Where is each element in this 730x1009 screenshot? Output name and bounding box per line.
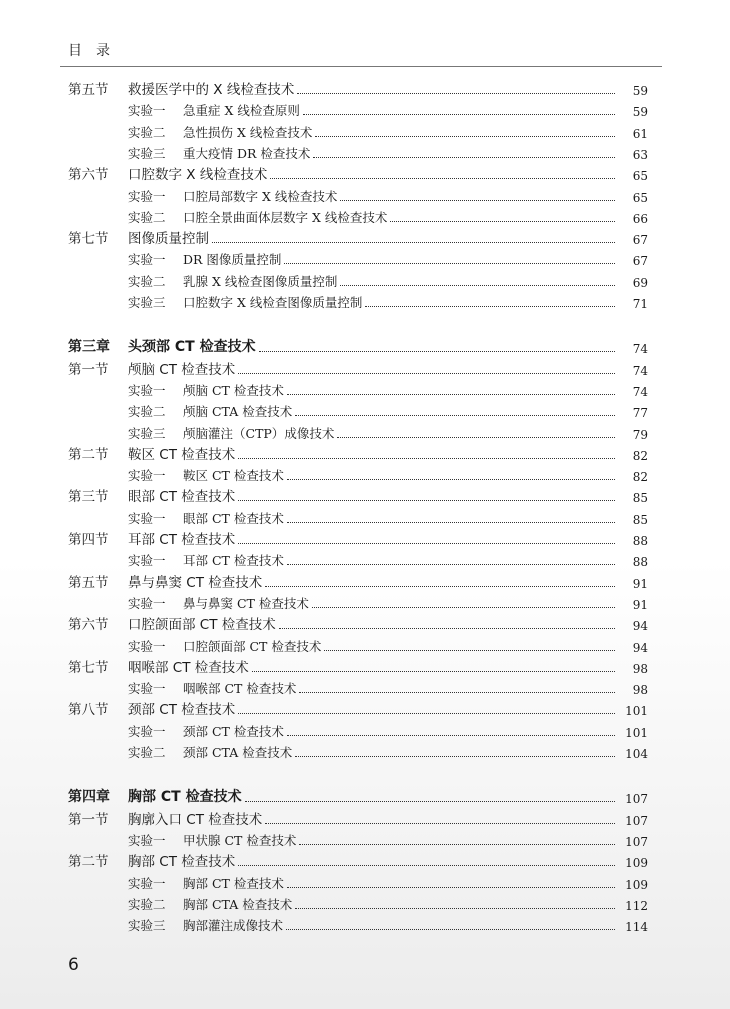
toc-entry-title: 口腔数字 X 线检查图像质量控制 bbox=[183, 295, 363, 310]
toc-entry-title: 眼部 CT 检查技术 bbox=[183, 510, 284, 526]
toc-experiment-row bbox=[0, 592, 730, 612]
dot-leader bbox=[340, 200, 615, 201]
toc-entry-number: 实验一 bbox=[128, 103, 166, 119]
toc-entry-page: 77 bbox=[632, 406, 648, 421]
toc-entry-number: 第五节 bbox=[68, 82, 109, 98]
toc-entry-page: 69 bbox=[632, 275, 648, 290]
dot-leader bbox=[245, 801, 615, 802]
toc-entry-page: 101 bbox=[625, 704, 648, 719]
toc-experiment-row bbox=[0, 549, 730, 569]
toc-entry-title: 胸部 CT 检查技术 bbox=[128, 854, 236, 871]
toc-entry-number: 第二节 bbox=[68, 854, 109, 871]
toc-entry-page: 67 bbox=[632, 254, 648, 269]
toc-entry-number: 实验二 bbox=[128, 404, 166, 420]
toc-entry-page: 114 bbox=[625, 920, 648, 935]
dot-leader bbox=[286, 929, 615, 930]
toc-entry-page: 74 bbox=[632, 342, 648, 357]
toc-entry-page: 85 bbox=[632, 491, 648, 506]
toc-entry-number: 实验二 bbox=[128, 273, 166, 289]
dot-leader bbox=[212, 242, 615, 243]
toc-entry-number: 实验三 bbox=[128, 145, 166, 161]
dot-leader bbox=[340, 285, 615, 286]
toc-entry-title: 咽喉部 CT 检查技术 bbox=[128, 659, 249, 676]
toc-entry-page: 74 bbox=[632, 363, 648, 378]
toc-entry-number: 第四章 bbox=[68, 789, 110, 806]
toc-entry-title: 头颈部 CT 检查技术 bbox=[128, 339, 256, 356]
toc-chapter-row bbox=[0, 786, 730, 806]
toc-entry-title: 胸部 CTA 检查技术 bbox=[183, 896, 293, 912]
toc-entry-title: 救援医学中的 X 线检查技术 bbox=[128, 82, 295, 98]
toc-entry-number: 第一节 bbox=[68, 361, 109, 378]
toc-entry-page: 91 bbox=[632, 597, 648, 612]
dot-leader bbox=[287, 394, 615, 395]
dot-leader bbox=[270, 178, 615, 179]
toc-entry-title: 颅脑 CT 检查技术 bbox=[183, 382, 284, 398]
toc-entry-page: 94 bbox=[632, 619, 648, 634]
toc-experiment-row bbox=[0, 635, 730, 655]
toc-entry-number: 实验三 bbox=[128, 425, 166, 441]
toc-experiment-row bbox=[0, 142, 730, 162]
dot-leader bbox=[265, 586, 615, 587]
dot-leader bbox=[365, 306, 615, 307]
toc-section-row bbox=[0, 808, 730, 828]
dot-leader bbox=[337, 437, 615, 438]
toc-entry-number: 第四节 bbox=[68, 532, 109, 548]
dot-leader bbox=[299, 692, 615, 693]
toc-entry-number: 实验三 bbox=[128, 295, 166, 310]
toc-entry-number: 第七节 bbox=[68, 659, 109, 676]
dot-leader bbox=[324, 650, 615, 651]
toc-entry-page: 82 bbox=[632, 448, 648, 463]
toc-entry-number: 第六节 bbox=[68, 617, 109, 634]
toc-entry-title: 口腔全景曲面体层数字 X 线检查技术 bbox=[183, 209, 388, 225]
toc-section-row bbox=[0, 485, 730, 505]
dot-leader bbox=[295, 415, 615, 416]
dot-leader bbox=[259, 351, 615, 352]
toc-entry-page: 104 bbox=[625, 747, 648, 761]
toc-section-row bbox=[0, 613, 730, 633]
toc-section-row bbox=[0, 163, 730, 183]
toc-entry-title: 眼部 CT 检查技术 bbox=[128, 489, 236, 506]
toc-section-row bbox=[0, 443, 730, 463]
toc-entry-number: 实验二 bbox=[128, 124, 166, 140]
dot-leader bbox=[238, 500, 615, 501]
toc-entry-page: 74 bbox=[632, 384, 648, 399]
toc-entry-number: 第八节 bbox=[68, 702, 109, 719]
toc-entry-title: 颈部 CTA 检查技术 bbox=[183, 745, 293, 760]
toc-experiment-row bbox=[0, 400, 730, 420]
toc-experiment-row bbox=[0, 291, 730, 311]
dot-leader bbox=[284, 263, 615, 264]
toc-entry-page: 109 bbox=[625, 856, 648, 871]
toc-entry-number: 实验一 bbox=[128, 723, 166, 739]
dot-leader bbox=[252, 671, 615, 672]
toc-entry-page: 67 bbox=[632, 233, 648, 248]
toc-entry-page: 109 bbox=[625, 877, 648, 892]
toc-experiment-row bbox=[0, 893, 730, 913]
dot-leader bbox=[238, 373, 615, 374]
header-rule bbox=[60, 66, 662, 67]
toc-experiment-row bbox=[0, 464, 730, 484]
dot-leader bbox=[312, 607, 615, 608]
toc-entry-number: 实验一 bbox=[128, 252, 166, 268]
toc-experiment-row bbox=[0, 829, 730, 849]
dot-leader bbox=[287, 735, 615, 736]
toc-entry-page: 59 bbox=[632, 105, 648, 120]
toc-entry-number: 实验一 bbox=[128, 553, 166, 569]
toc-entry-title: 甲状腺 CT 检查技术 bbox=[183, 832, 297, 848]
dot-leader bbox=[315, 136, 615, 137]
toc-entry-title: 胸部 CT 检查技术 bbox=[128, 789, 242, 806]
dot-leader bbox=[295, 908, 615, 909]
toc-section-row bbox=[0, 78, 730, 98]
toc-entry-page: 107 bbox=[625, 834, 648, 849]
dot-leader bbox=[287, 479, 615, 480]
toc-entry-title: 耳部 CT 检查技术 bbox=[128, 532, 236, 548]
toc-entry-number: 第三章 bbox=[68, 339, 110, 356]
dot-leader bbox=[313, 157, 615, 158]
toc-entry-page: 94 bbox=[632, 640, 648, 655]
toc-entry-number: 实验一 bbox=[128, 510, 166, 526]
toc-experiment-row bbox=[0, 379, 730, 399]
page-number: 6 bbox=[68, 955, 79, 975]
toc-section-row bbox=[0, 571, 730, 591]
toc-section-row bbox=[0, 528, 730, 548]
toc-entry-number: 实验一 bbox=[128, 595, 166, 611]
toc-entry-number: 实验一 bbox=[128, 468, 166, 484]
toc-entry-title: 口腔数字 X 线检查技术 bbox=[128, 167, 268, 184]
toc-entry-title: 颈部 CT 检查技术 bbox=[128, 702, 236, 719]
toc-experiment-row bbox=[0, 720, 730, 740]
toc-entry-title: 鼻与鼻窦 CT 检查技术 bbox=[128, 574, 263, 591]
toc-entry-number: 第二节 bbox=[68, 446, 109, 463]
toc-section-row bbox=[0, 656, 730, 676]
dot-leader bbox=[238, 865, 615, 866]
toc-entry-title: 咽喉部 CT 检查技术 bbox=[183, 681, 297, 697]
toc-section-row bbox=[0, 850, 730, 870]
toc-experiment-row bbox=[0, 185, 730, 205]
toc-entry-number: 实验一 bbox=[128, 188, 166, 204]
toc-experiment-row bbox=[0, 914, 730, 934]
toc-entry-page: 107 bbox=[625, 792, 648, 807]
toc-entry-page: 101 bbox=[625, 725, 648, 740]
dot-leader bbox=[299, 844, 615, 845]
toc-entry-title: DR 图像质量控制 bbox=[183, 252, 282, 268]
toc-experiment-row bbox=[0, 248, 730, 268]
toc-entry-page: 65 bbox=[632, 169, 648, 184]
toc-entry-title: 急性损伤 X 线检查技术 bbox=[183, 124, 313, 140]
toc-entry-page: 82 bbox=[632, 470, 648, 485]
dot-leader bbox=[238, 713, 615, 714]
toc-section-row bbox=[0, 358, 730, 378]
toc-entry-number: 实验三 bbox=[128, 918, 166, 934]
toc-entry-page: 107 bbox=[625, 813, 648, 828]
toc-entry-title: 图像质量控制 bbox=[128, 231, 209, 248]
dot-leader bbox=[297, 93, 615, 94]
toc-experiment-row bbox=[0, 99, 730, 119]
toc-entry-page: 79 bbox=[632, 427, 648, 442]
toc-entry-title: 颅脑 CTA 检查技术 bbox=[183, 404, 293, 420]
dot-leader bbox=[279, 628, 615, 629]
toc-entry-page: 98 bbox=[632, 661, 648, 676]
toc-entry-page: 91 bbox=[632, 576, 648, 591]
toc-entry-title: 口腔颌面部 CT 检查技术 bbox=[183, 638, 322, 654]
toc-entry-number: 实验一 bbox=[128, 875, 166, 891]
toc-entry-title: 鞍区 CT 检查技术 bbox=[183, 468, 284, 484]
toc-chapter-row bbox=[0, 336, 730, 356]
dot-leader bbox=[295, 756, 615, 757]
dot-leader bbox=[238, 458, 615, 459]
toc-entry-title: 颅脑灌注（CTP）成像技术 bbox=[183, 425, 335, 441]
toc-entry-number: 实验二 bbox=[128, 896, 166, 912]
dot-leader bbox=[265, 823, 615, 824]
toc-entry-page: 59 bbox=[632, 84, 648, 98]
dot-leader bbox=[287, 522, 615, 523]
toc-experiment-row bbox=[0, 741, 730, 761]
toc-section-row bbox=[0, 698, 730, 718]
toc-entry-number: 实验一 bbox=[128, 382, 166, 398]
toc-entry-page: 98 bbox=[632, 683, 648, 698]
toc-experiment-row bbox=[0, 206, 730, 226]
toc-entry-title: 胸部 CT 检查技术 bbox=[183, 875, 284, 891]
dot-leader bbox=[287, 564, 615, 565]
toc-experiment-row bbox=[0, 422, 730, 442]
toc-experiment-row bbox=[0, 270, 730, 290]
toc-entry-title: 鞍区 CT 检查技术 bbox=[128, 446, 236, 463]
toc-entry-page: 65 bbox=[632, 190, 648, 205]
toc-entry-title: 颅脑 CT 检查技术 bbox=[128, 361, 236, 378]
toc-entry-page: 85 bbox=[632, 512, 648, 527]
dot-leader bbox=[287, 887, 615, 888]
toc-entry-title: 口腔颌面部 CT 检查技术 bbox=[128, 617, 276, 634]
dot-leader bbox=[390, 221, 615, 222]
toc-entry-number: 第七节 bbox=[68, 231, 109, 248]
toc-entry-page: 61 bbox=[632, 126, 648, 141]
dot-leader bbox=[303, 114, 615, 115]
toc-entry-number: 第一节 bbox=[68, 811, 109, 828]
toc-section-row bbox=[0, 227, 730, 247]
running-header: 目录 bbox=[68, 43, 124, 59]
toc-entry-title: 急重症 X 线检查原则 bbox=[183, 103, 300, 119]
toc-entry-page: 63 bbox=[632, 147, 648, 162]
toc-entry-page: 66 bbox=[632, 211, 648, 226]
toc-entry-title: 鼻与鼻窦 CT 检查技术 bbox=[183, 595, 309, 611]
toc-entry-number: 实验一 bbox=[128, 681, 166, 697]
toc-entry-title: 乳腺 X 线检查图像质量控制 bbox=[183, 273, 338, 289]
toc-entry-number: 实验一 bbox=[128, 638, 166, 654]
toc-experiment-row bbox=[0, 507, 730, 527]
toc-experiment-row bbox=[0, 121, 730, 141]
toc-experiment-row bbox=[0, 872, 730, 892]
toc-entry-page: 88 bbox=[632, 555, 648, 570]
toc-entry-title: 耳部 CT 检查技术 bbox=[183, 553, 284, 569]
toc-entry-page: 88 bbox=[632, 534, 648, 548]
toc-entry-title: 胸部灌注成像技术 bbox=[183, 918, 284, 934]
toc-entry-number: 实验二 bbox=[128, 209, 166, 225]
toc-entry-title: 口腔局部数字 X 线检查技术 bbox=[183, 188, 338, 204]
toc-entry-number: 实验一 bbox=[128, 832, 166, 848]
toc-entry-number: 第五节 bbox=[68, 574, 109, 591]
toc-entry-number: 实验二 bbox=[128, 745, 166, 760]
dot-leader bbox=[238, 543, 615, 544]
toc-entry-page: 112 bbox=[625, 898, 648, 913]
toc-entry-title: 重大疫情 DR 检查技术 bbox=[183, 145, 311, 161]
toc-entry-title: 颈部 CT 检查技术 bbox=[183, 723, 284, 739]
toc-entry-number: 第三节 bbox=[68, 489, 109, 506]
toc-entry-page: 71 bbox=[632, 297, 648, 311]
toc-experiment-row bbox=[0, 677, 730, 697]
toc-entry-number: 第六节 bbox=[68, 167, 109, 184]
toc-entry-title: 胸廓入口 CT 检查技术 bbox=[128, 811, 263, 828]
